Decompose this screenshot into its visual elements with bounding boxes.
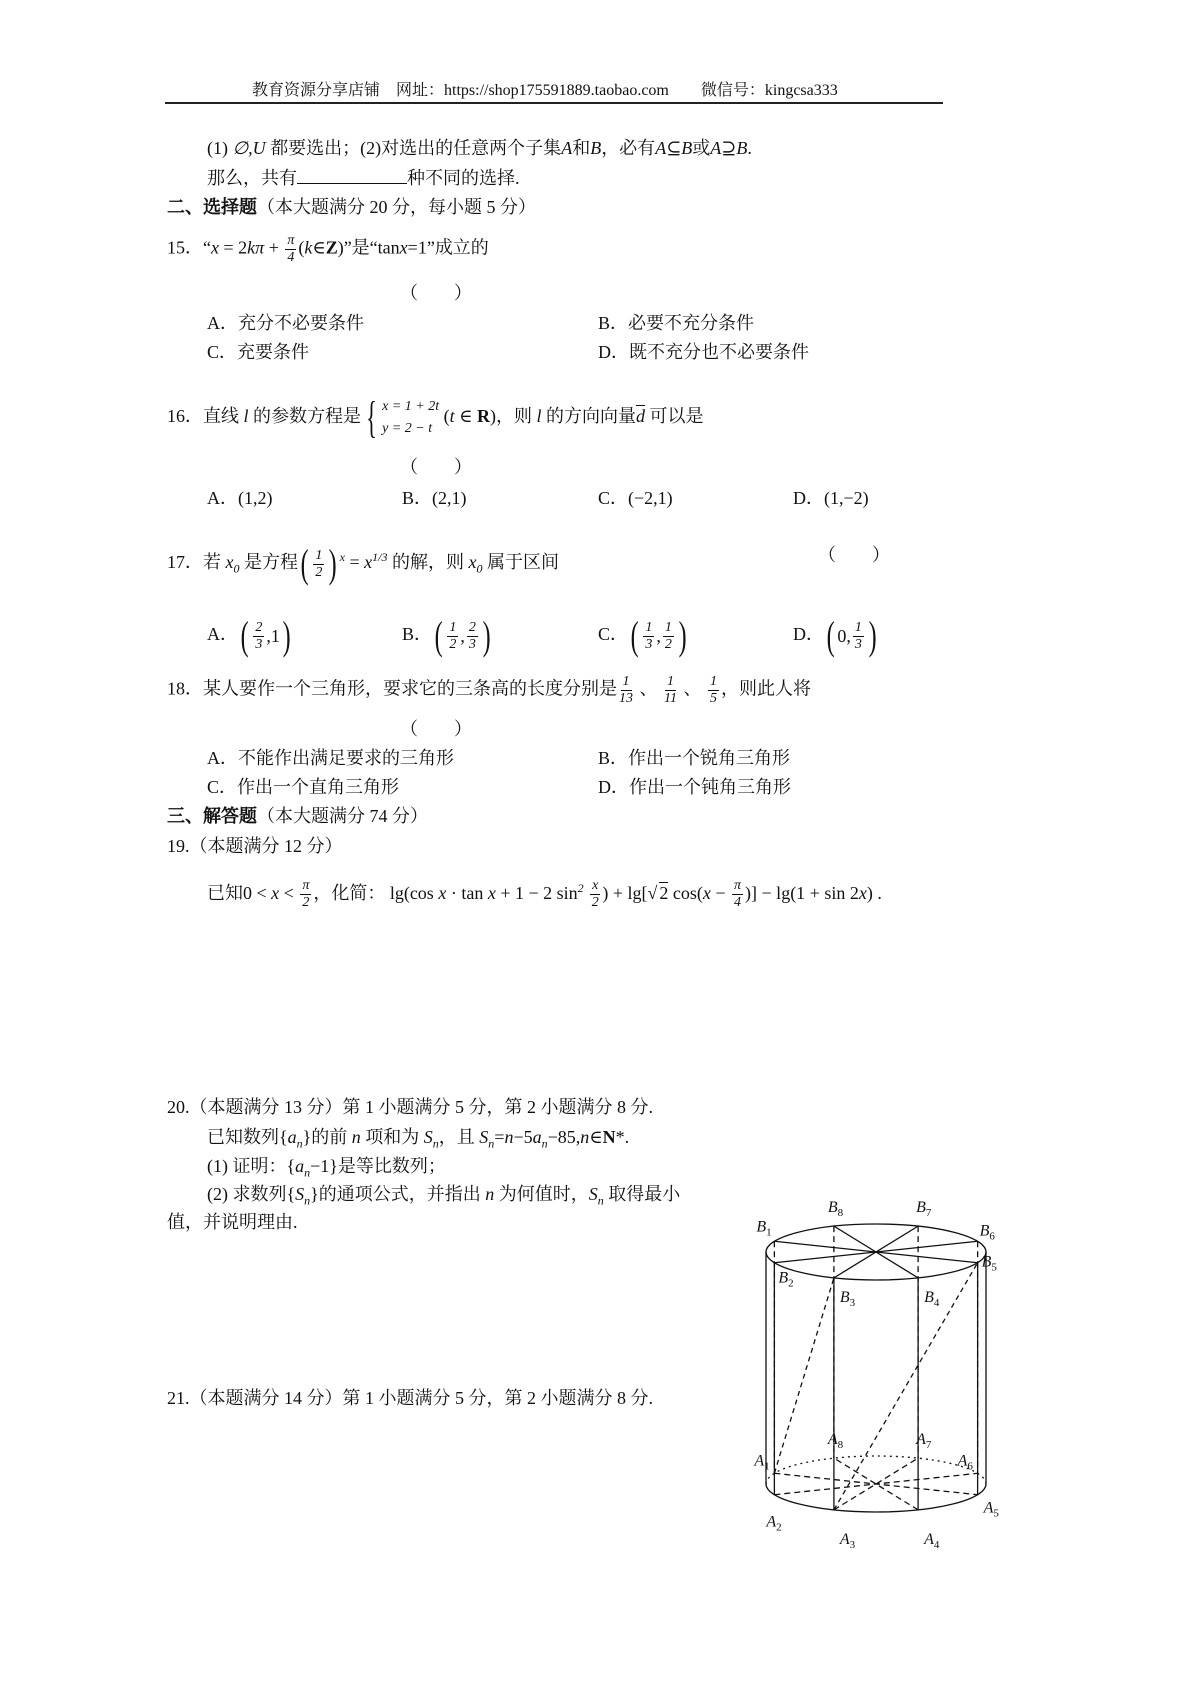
text-run: B．必要不充分条件 bbox=[598, 313, 755, 333]
text-run: 为何值时， bbox=[494, 1184, 589, 1204]
math-var: x bbox=[271, 883, 280, 903]
vector-symbol: $\overline{d}$ bbox=[636, 406, 645, 427]
section-2-heading bbox=[167, 196, 536, 218]
fraction-denominator: 2 bbox=[315, 564, 323, 580]
equation-rows bbox=[382, 396, 439, 440]
fraction-denominator: 11 bbox=[664, 691, 677, 706]
q17-stem bbox=[167, 541, 559, 586]
math-var: A bbox=[710, 138, 722, 158]
right-paren: ) bbox=[328, 541, 337, 586]
text-run: 16．直线 bbox=[167, 406, 244, 427]
text-run: 种不同的选择. bbox=[407, 168, 520, 188]
text-run: ⊆ bbox=[666, 138, 682, 158]
top-point-label: $B_7$ bbox=[916, 1199, 932, 1220]
q15-answer-paren bbox=[400, 282, 472, 304]
text-run: −85, bbox=[547, 1127, 581, 1147]
fraction bbox=[708, 674, 719, 707]
fraction-numerator: 1 bbox=[449, 619, 457, 635]
left-paren: ( bbox=[826, 613, 835, 658]
text-run: ( bbox=[298, 237, 305, 258]
text-run: 20.（本题满分 13 分）第 1 小题满分 5 分，第 2 小题满分 8 分. bbox=[167, 1097, 653, 1117]
fraction-numerator: x bbox=[592, 878, 599, 894]
text-run: − bbox=[710, 883, 731, 903]
q18-option-d bbox=[598, 776, 791, 798]
text-run: A． bbox=[207, 624, 238, 645]
math-var: a bbox=[287, 1127, 297, 1147]
fraction-denominator: 2 bbox=[664, 636, 672, 652]
text-run: D． bbox=[793, 624, 824, 645]
q18-stem bbox=[167, 674, 811, 707]
math-var: x bbox=[399, 237, 408, 258]
subscript: n bbox=[304, 1165, 311, 1180]
bottom-point-label: $A_7$ bbox=[916, 1431, 932, 1452]
bottom-point-label: $A_6$ bbox=[957, 1452, 973, 1473]
fraction-numerator: 1 bbox=[854, 619, 862, 635]
text-run: ∈ bbox=[589, 1127, 603, 1147]
diagonal-a1-b3 bbox=[774, 1278, 834, 1473]
text-run: + bbox=[264, 237, 284, 258]
q15-option-b bbox=[598, 312, 754, 334]
superscript: 2 bbox=[577, 881, 584, 895]
text-run: ) + lg[ bbox=[602, 883, 648, 903]
text-run: + 1 − 2 sin bbox=[495, 883, 578, 903]
math-var: n bbox=[504, 1127, 514, 1147]
text-run: 0, bbox=[837, 626, 851, 646]
fraction-numerator: 2 bbox=[468, 619, 476, 635]
text-run: cos( bbox=[668, 883, 703, 903]
q19-body bbox=[207, 877, 882, 911]
q14-conditions bbox=[207, 137, 752, 159]
text-run: = bbox=[494, 1127, 505, 1147]
top-point-label: $B_3$ bbox=[839, 1288, 856, 1309]
q15-option-d bbox=[598, 341, 809, 363]
text-run: 、 bbox=[678, 678, 706, 699]
text-run: 和 bbox=[572, 138, 591, 158]
text-run: C．作出一个直角三角形 bbox=[207, 777, 400, 797]
fraction-denominator: 3 bbox=[468, 636, 476, 652]
math-var: a bbox=[532, 1127, 542, 1147]
fraction-numerator: π bbox=[287, 233, 295, 248]
bottom-point-label: $A_5$ bbox=[983, 1499, 999, 1520]
subscript: n bbox=[296, 1136, 303, 1151]
fraction-denominator: 3 bbox=[255, 636, 263, 652]
fraction-numerator: 2 bbox=[255, 619, 263, 635]
text-run: （本大题满分 20 分，每小题 5 分） bbox=[257, 197, 536, 217]
text-run: A．(1,2) bbox=[207, 488, 273, 508]
q16-option-c bbox=[598, 487, 673, 509]
q18-option-c bbox=[207, 776, 399, 798]
text-run: 已知数列{ bbox=[207, 1127, 288, 1147]
fraction-denominator: 2 bbox=[302, 895, 310, 911]
math-var: n bbox=[351, 1127, 361, 1147]
text-run: 的参数方程是 bbox=[248, 406, 362, 427]
math-var: x bbox=[211, 237, 219, 258]
fraction-numerator: 1 bbox=[709, 674, 717, 689]
text-run: 项和为 bbox=[360, 1127, 424, 1147]
text-run: ) . bbox=[866, 883, 882, 903]
text-run: ∈ bbox=[454, 406, 477, 427]
bottom-point-label: $A_3$ bbox=[839, 1530, 856, 1551]
text-run: D．既不充分也不必要条件 bbox=[598, 342, 809, 362]
text-run: 、 bbox=[635, 678, 662, 699]
fraction bbox=[664, 674, 677, 707]
math-var: l bbox=[243, 406, 249, 427]
text-run: 或 bbox=[692, 138, 711, 158]
sqrt-radicand: 2 bbox=[659, 883, 669, 903]
text-run: B．作出一个锐角三角形 bbox=[598, 748, 791, 768]
text-run: 21.（本题满分 14 分）第 1 小题满分 5 分，第 2 小题满分 8 分. bbox=[167, 1388, 653, 1408]
top-point-label: $B_4$ bbox=[924, 1288, 940, 1309]
text-run: （ ） bbox=[400, 283, 472, 303]
math-var: B bbox=[590, 138, 602, 158]
q18-option-a bbox=[207, 747, 454, 769]
text-run: A．充分不必要条件 bbox=[207, 313, 364, 333]
text-run: ⊇ bbox=[721, 138, 737, 158]
text-run: ，化简： lg(cos bbox=[313, 883, 439, 903]
math-var: l bbox=[536, 406, 542, 427]
math-var: x bbox=[438, 883, 447, 903]
fraction-denominator: 2 bbox=[449, 636, 457, 652]
subscript: n bbox=[541, 1136, 548, 1151]
text-run: = 2 bbox=[219, 237, 248, 258]
fraction-numerator: 1 bbox=[664, 619, 672, 635]
q17-option-d bbox=[793, 613, 879, 658]
text-run: 15．“ bbox=[167, 237, 211, 258]
math-var: x bbox=[468, 552, 477, 573]
math-var: n bbox=[580, 1127, 590, 1147]
q16-option-a bbox=[207, 487, 273, 509]
sqrt-expr bbox=[647, 883, 668, 903]
fraction-numerator: 1 bbox=[666, 674, 674, 689]
text-run: (1) bbox=[207, 138, 233, 158]
math-var: x bbox=[702, 883, 711, 903]
text-run: （本大题满分 74 分） bbox=[257, 806, 428, 826]
text-run: 17．若 bbox=[167, 552, 226, 573]
q17-answer-paren bbox=[818, 544, 890, 566]
left-paren: ( bbox=[300, 541, 309, 586]
bottom-point-label: $A_4$ bbox=[924, 1530, 940, 1551]
text-run: = bbox=[344, 552, 365, 573]
text-run: A．不能作出满足要求的三角形 bbox=[207, 748, 454, 768]
fraction-denominator: 13 bbox=[619, 691, 633, 706]
q15-option-c bbox=[207, 341, 309, 363]
subscript: n bbox=[488, 1136, 495, 1151]
top-point-label: $B_5$ bbox=[981, 1253, 997, 1274]
parenthesized-expr bbox=[432, 613, 493, 658]
fraction bbox=[643, 620, 654, 653]
math-var: π bbox=[255, 237, 265, 258]
text-run: （ ） bbox=[400, 457, 472, 477]
text-run: ，且 bbox=[438, 1127, 480, 1147]
left-paren: ( bbox=[630, 613, 639, 658]
diagonal-a3-b5 bbox=[834, 1263, 978, 1510]
top-point-label: $B_8$ bbox=[827, 1199, 844, 1220]
text-run: ,1 bbox=[266, 626, 280, 646]
q19-heading bbox=[167, 835, 343, 857]
answer-blank bbox=[297, 167, 407, 184]
bottom-point-label: $A_8$ bbox=[827, 1431, 844, 1452]
text-run: 的解，则 bbox=[387, 552, 469, 573]
text-run: )”是“tan bbox=[337, 237, 400, 258]
fraction bbox=[285, 233, 296, 266]
fraction bbox=[853, 620, 864, 653]
fraction-numerator: 1 bbox=[315, 547, 323, 563]
section-3-heading bbox=[167, 805, 428, 827]
top-point-label: $B_2$ bbox=[778, 1269, 794, 1290]
q18-answer-paren bbox=[400, 718, 472, 740]
subscript: 0 bbox=[476, 561, 483, 576]
text-run: B．(2,1) bbox=[402, 488, 467, 508]
text-run: −1}是等比数列； bbox=[310, 1156, 446, 1176]
q15-option-a bbox=[207, 312, 364, 334]
math-var: t bbox=[449, 406, 455, 427]
text-run: · tan bbox=[446, 883, 488, 903]
text-run: (2) 求数列{ bbox=[207, 1184, 296, 1204]
q17-option-b bbox=[402, 613, 493, 658]
equation-system bbox=[361, 393, 440, 442]
q16-option-b bbox=[402, 487, 467, 509]
fraction-denominator: 2 bbox=[591, 895, 599, 911]
math-var: k bbox=[304, 237, 313, 258]
math-var: x bbox=[364, 552, 373, 573]
header-rule bbox=[165, 102, 943, 104]
math-var: x bbox=[858, 883, 867, 903]
text-run: 可以是 bbox=[645, 406, 704, 427]
parenthesized-expr bbox=[298, 541, 340, 586]
parenthesized-expr bbox=[628, 613, 689, 658]
text-run: )] − lg(1 + sin 2 bbox=[745, 883, 859, 903]
right-paren: ) bbox=[282, 613, 291, 658]
math-var: B bbox=[681, 138, 693, 158]
bold-text: R bbox=[476, 406, 490, 427]
text-run: C． bbox=[598, 624, 629, 645]
fraction-denominator: 3 bbox=[645, 636, 653, 652]
fraction bbox=[313, 548, 324, 581]
fraction bbox=[619, 674, 633, 707]
fraction bbox=[447, 620, 458, 653]
text-run: D．(1,−2) bbox=[793, 488, 869, 508]
bold-text: Z bbox=[325, 237, 338, 258]
q16-answer-paren bbox=[400, 456, 472, 478]
text-run: ，则此人将 bbox=[720, 678, 811, 699]
math-var: A bbox=[655, 138, 667, 158]
parenthesized-expr bbox=[238, 613, 293, 658]
text-run: , bbox=[460, 626, 465, 646]
bottom-point-label: $A_2$ bbox=[766, 1513, 782, 1534]
q20-part-2 bbox=[207, 1183, 680, 1212]
fraction-denominator: 4 bbox=[734, 895, 742, 911]
math-var: a bbox=[295, 1156, 305, 1176]
math-var: S bbox=[479, 1127, 489, 1147]
fraction-denominator: 3 bbox=[854, 636, 862, 652]
text-run: }的通项公式，并指出 bbox=[310, 1184, 486, 1204]
text-run: *. bbox=[615, 1127, 630, 1147]
text-run: 18．某人要作一个三角形，要求它的三条高的长度分别是 bbox=[167, 678, 617, 699]
math-var: S bbox=[588, 1184, 598, 1204]
text-run: (1) 证明：{ bbox=[207, 1156, 296, 1176]
math-var: k bbox=[247, 237, 256, 258]
left-paren: ( bbox=[240, 613, 249, 658]
text-run: )，则 bbox=[489, 406, 537, 427]
text-run: −5 bbox=[513, 1127, 533, 1147]
text-run: < bbox=[279, 883, 299, 903]
text-run: 属于区间 bbox=[482, 552, 559, 573]
math-var: S bbox=[423, 1127, 433, 1147]
left-brace: { bbox=[366, 393, 377, 442]
cylinder-figure bbox=[740, 1190, 1020, 1560]
text-run: 那么，共有 bbox=[207, 168, 297, 188]
q21-heading bbox=[167, 1387, 653, 1409]
subscript: n bbox=[304, 1193, 311, 1208]
bold-text: 三、解答题 bbox=[167, 806, 257, 826]
fraction bbox=[590, 878, 600, 911]
math-var: A bbox=[561, 138, 573, 158]
right-paren: ) bbox=[678, 613, 687, 658]
fraction-numerator: π bbox=[734, 878, 742, 894]
superscript: 1/3 bbox=[372, 550, 388, 565]
bottom-point-label: $A_1$ bbox=[754, 1452, 770, 1473]
math-var: S bbox=[295, 1184, 305, 1204]
q16-option-d bbox=[793, 487, 869, 509]
text-run: . bbox=[747, 138, 752, 158]
fraction-numerator: π bbox=[302, 878, 310, 894]
subscript: 0 bbox=[233, 561, 240, 576]
q16-stem bbox=[167, 393, 704, 442]
text-run: }的前 bbox=[302, 1127, 352, 1147]
q20-part-1 bbox=[207, 1155, 446, 1184]
text-run: =1”成立的 bbox=[407, 237, 489, 258]
math-var: x bbox=[487, 883, 496, 903]
equation-row: y = 2 − t bbox=[382, 421, 433, 436]
bottom-ellipse-back bbox=[766, 1456, 986, 1484]
text-run: 的方向向量 bbox=[541, 406, 636, 427]
fraction-numerator: 1 bbox=[645, 619, 653, 635]
subscript: n bbox=[432, 1136, 439, 1151]
superscript: x bbox=[339, 550, 345, 565]
q17-option-a bbox=[207, 613, 293, 658]
right-paren: ) bbox=[868, 613, 877, 658]
subscript: n bbox=[597, 1193, 604, 1208]
bottom-ellipse-front bbox=[766, 1484, 986, 1512]
top-point-label: $B_6$ bbox=[979, 1222, 995, 1243]
text-run: 19.（本题满分 12 分） bbox=[167, 836, 343, 856]
math-var: ∅,U bbox=[232, 138, 266, 158]
fraction bbox=[732, 878, 743, 911]
text-run: ∈ bbox=[312, 237, 326, 258]
q20-heading bbox=[167, 1096, 653, 1118]
equation-row: x = 1 + 2t bbox=[382, 399, 440, 414]
bold-text: 二、选择题 bbox=[167, 197, 257, 217]
top-point-label: $B_1$ bbox=[756, 1218, 772, 1239]
text-run: ，必有 bbox=[601, 138, 656, 158]
text-run: 都要选出；(2)对选出的任意两个子集 bbox=[265, 138, 562, 158]
q17-option-c bbox=[598, 613, 689, 658]
text-run: , bbox=[656, 626, 661, 646]
q14-question bbox=[207, 167, 520, 189]
page-header: 教育资源分享店铺 网址：https://shop175591889.taobao.com 微信号：kingcsa333 bbox=[252, 82, 838, 99]
text-run: B． bbox=[402, 624, 433, 645]
text-run: D．作出一个钝角三角形 bbox=[598, 777, 791, 797]
math-var: x bbox=[225, 552, 234, 573]
fraction-denominator: 4 bbox=[287, 250, 295, 265]
q15-stem bbox=[167, 233, 489, 266]
text-run: 是方程 bbox=[239, 552, 298, 573]
fraction bbox=[300, 878, 311, 911]
q20-part-2-cont bbox=[167, 1211, 298, 1233]
q18-option-b bbox=[598, 747, 790, 769]
bold-text: N bbox=[602, 1127, 616, 1147]
math-var: B bbox=[736, 138, 748, 158]
fraction bbox=[663, 620, 674, 653]
text-run: 已知0 < bbox=[207, 883, 272, 903]
text-run: 取得最小 bbox=[603, 1184, 681, 1204]
left-paren: ( bbox=[434, 613, 443, 658]
fraction-numerator: 1 bbox=[622, 674, 630, 689]
text-run: （ ） bbox=[818, 545, 890, 565]
fraction bbox=[253, 620, 264, 653]
fraction bbox=[467, 620, 478, 653]
text-run: ( bbox=[439, 406, 450, 427]
fraction-denominator: 5 bbox=[709, 691, 717, 706]
text-run: C．充要条件 bbox=[207, 342, 310, 362]
right-paren: ) bbox=[482, 613, 491, 658]
math-var: n bbox=[485, 1184, 495, 1204]
text-run: 值，并说明理由. bbox=[167, 1212, 298, 1232]
q20-body bbox=[207, 1126, 629, 1155]
parenthesized-expr bbox=[824, 613, 879, 658]
text-run: C．(−2,1) bbox=[598, 488, 673, 508]
text-run: （ ） bbox=[400, 719, 472, 739]
sqrt-sign: √ bbox=[647, 883, 658, 903]
text-run bbox=[584, 883, 589, 903]
